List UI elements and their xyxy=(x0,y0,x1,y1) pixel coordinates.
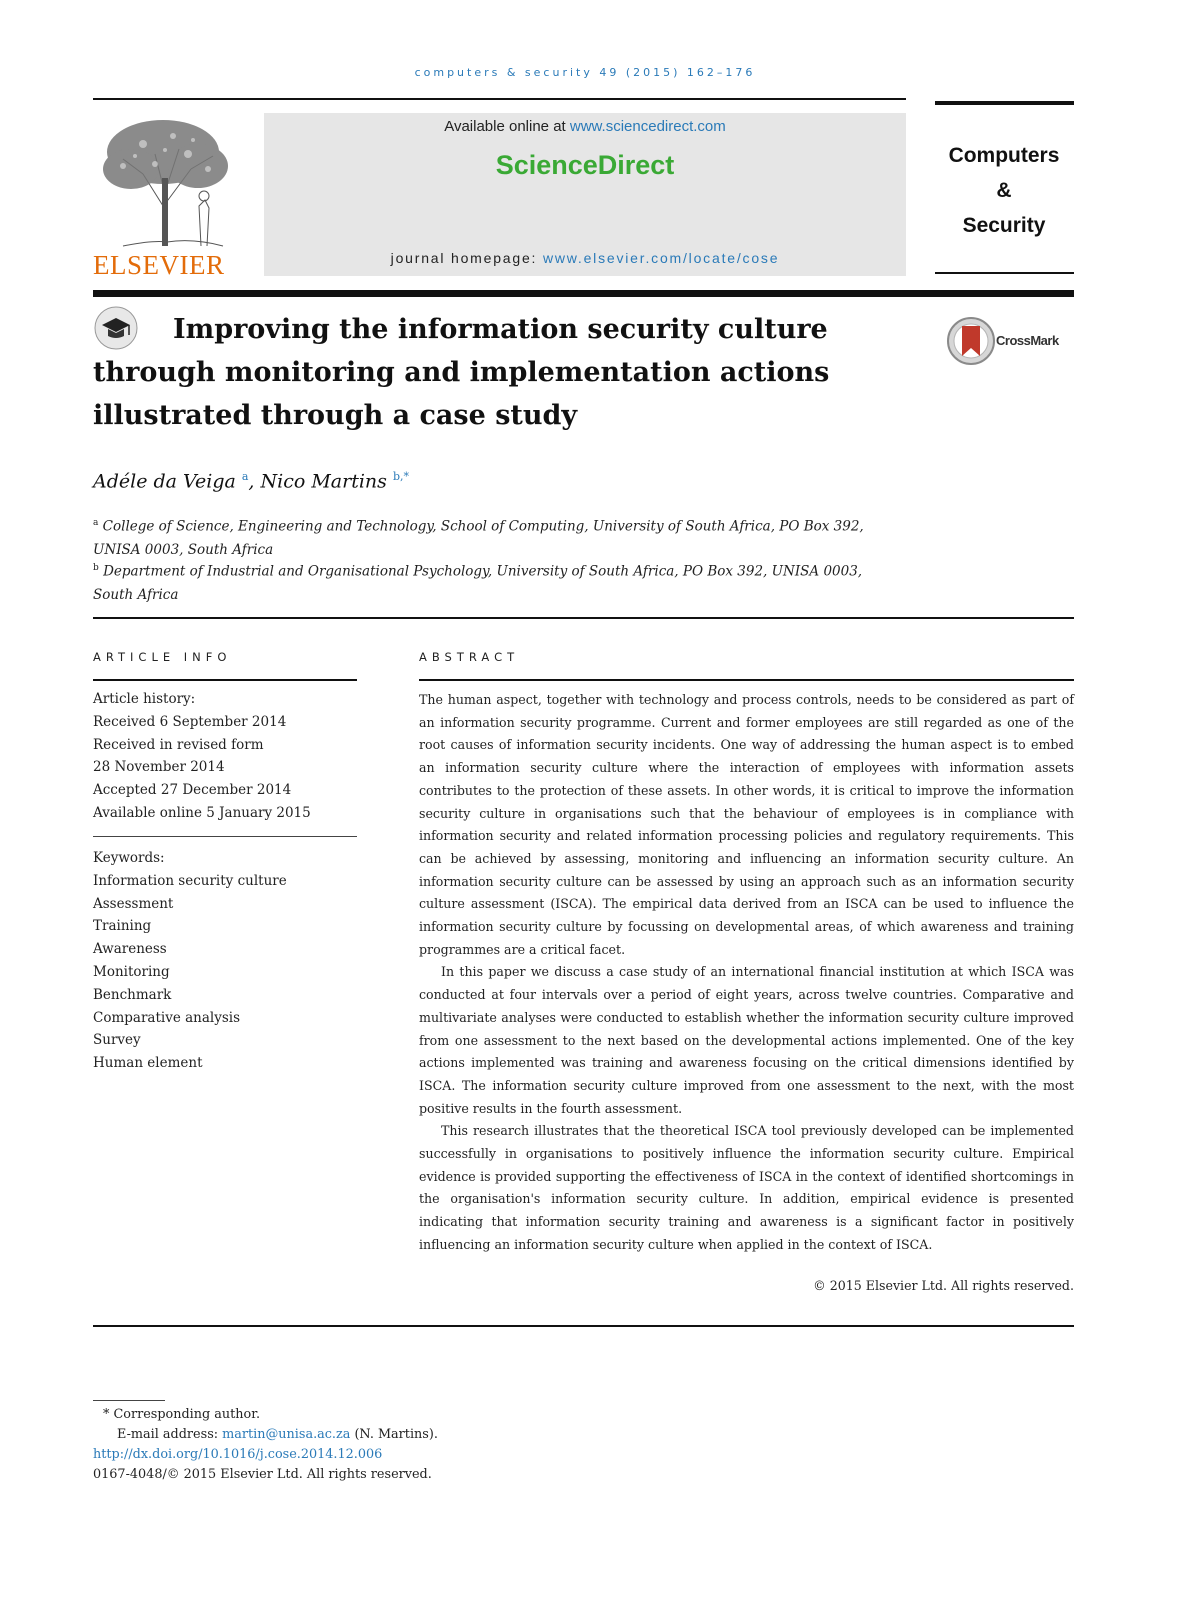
affiliation-text: Department of Industrial and Organisational Psychology, University of South Africa, PO Box 392, UNISA 0003, xyxy=(103,563,863,580)
abstract-paragraph: In this paper we discuss a case study of an international financial institution at which ISCA was conducted at four intervals over a period of eight years, across twelve countries. Comparative and multivariate analyses were conducted to establish whether the information security culture improved from one assessment to the next based on the developmental actions implemented. One of the key actions implemented was training and awareness focusing on the critical dimensions identified by ISCA. The information security culture improved from one assessment to the next, with the most positive results in the fourth assessment. xyxy=(419,964,1074,1116)
keyword-item: Human element xyxy=(93,1055,203,1072)
keyword-item: Benchmark xyxy=(93,986,172,1003)
available-online-line xyxy=(264,118,906,135)
elsevier-wordmark: ELSEVIER xyxy=(93,250,225,280)
email-suffix: (N. Martins). xyxy=(350,1427,438,1442)
footnote-rule xyxy=(93,1400,165,1401)
keyword-item: Survey xyxy=(93,1032,141,1049)
title-line-3: illustrated through a case study xyxy=(93,400,578,431)
abstract-paragraph: This research illustrates that the theoretical ISCA tool previously developed can be implemented successfully in organisations to positively influence the information security culture. Empirical evidence is provided supporting the effectiveness of ISCA in the context of identified shortcomings in the organisation's information security culture. In addition, empirical evidence is presented indicating that information security training and awareness is a significant factor in positively influencing an information security culture when applied in the context of ISCA. xyxy=(419,1123,1074,1252)
running-head: computers & security 49 (2015) 162–176 xyxy=(414,66,756,79)
keyword-item: Assessment xyxy=(93,895,174,912)
article-history xyxy=(93,688,357,825)
affiliation-marker: a xyxy=(93,518,99,528)
author-separator: , xyxy=(248,470,261,493)
affiliation-text: South Africa xyxy=(93,586,179,603)
journal-homepage-link[interactable]: www.elsevier.com/locate/cose xyxy=(542,250,780,266)
journal-name xyxy=(935,138,1073,243)
sciencedirect-brand: ScienceDirect xyxy=(495,150,675,180)
article-info-rule xyxy=(93,679,357,681)
journal-homepage-line xyxy=(264,250,906,266)
keyword-item: Training xyxy=(93,918,152,935)
available-online-label: Available online at xyxy=(444,118,570,135)
issn-line: 0167-4048/© 2015 Elsevier Ltd. All rights reserved. xyxy=(93,1467,432,1482)
corresponding-author-note: Corresponding author. xyxy=(113,1407,261,1422)
abstract-copyright: © 2015 Elsevier Ltd. All rights reserved. xyxy=(813,1278,1074,1293)
affiliations-rule xyxy=(93,617,1074,619)
abstract-bottom-rule xyxy=(93,1325,1074,1327)
article-info-heading: ARTICLE INFO xyxy=(93,650,232,664)
history-label: Article history: xyxy=(93,691,196,707)
keyword-item: Monitoring xyxy=(93,963,170,980)
header-bottom-rule xyxy=(93,290,1074,297)
abstract-heading: ABSTRACT xyxy=(419,650,520,664)
journal-name-line1: Computers xyxy=(948,144,1060,167)
affiliation-b xyxy=(93,557,913,607)
author-affiliation-marker[interactable]: b,* xyxy=(392,470,409,483)
email-link[interactable]: martin@unisa.ac.za xyxy=(222,1427,351,1442)
elsevier-tree-icon xyxy=(93,114,241,249)
history-received: Received 6 September 2014 xyxy=(93,713,287,730)
history-revised-date: 28 November 2014 xyxy=(93,759,225,776)
journal-name-line2: & xyxy=(996,179,1012,202)
affiliation-text: UNISA 0003, South Africa xyxy=(93,541,274,558)
sciencedirect-link[interactable]: www.sciencedirect.com xyxy=(569,118,726,135)
author-name: Adéle da Veiga xyxy=(93,470,236,493)
crossmark-label: CrossMark xyxy=(996,333,1059,348)
journal-homepage-label: journal homepage: xyxy=(390,250,543,266)
title-line-2: through monitoring and implementation actions xyxy=(93,357,830,388)
crossmark-icon[interactable] xyxy=(946,316,996,370)
doi-link[interactable]: http://dx.doi.org/10.1016/j.cose.2014.12.006 xyxy=(93,1447,383,1462)
keywords-block xyxy=(93,847,357,1075)
corresponding-marker: * xyxy=(103,1407,110,1422)
history-available: Available online 5 January 2015 xyxy=(93,804,311,821)
email-label: E-mail address: xyxy=(117,1427,223,1442)
keyword-item: Information security culture xyxy=(93,872,287,889)
affiliation-marker: b xyxy=(93,563,99,573)
keywords-label: Keywords: xyxy=(93,850,165,866)
journal-name-line3: Security xyxy=(962,214,1046,237)
abstract-rule xyxy=(419,679,1074,681)
keywords-rule xyxy=(93,836,357,837)
keyword-item: Comparative analysis xyxy=(93,1009,241,1026)
keyword-item: Awareness xyxy=(93,941,167,958)
history-revised: Received in revised form xyxy=(93,736,264,753)
journal-top-rule xyxy=(935,101,1074,105)
article-title xyxy=(93,308,913,437)
title-line-1: Improving the information security culture xyxy=(173,314,828,345)
author-name: Nico Martins xyxy=(260,470,387,493)
abstract-body xyxy=(419,689,1074,1257)
affiliation-a xyxy=(93,512,913,562)
affiliation-text: College of Science, Engineering and Technology, School of Computing, University of South Africa, PO Box 392, xyxy=(102,518,864,535)
footnote-block xyxy=(93,1405,793,1485)
history-accepted: Accepted 27 December 2014 xyxy=(93,782,292,799)
header-top-rule xyxy=(93,98,906,100)
author-list xyxy=(93,470,409,492)
author-affiliation-marker[interactable]: a xyxy=(241,470,249,483)
journal-bottom-rule xyxy=(935,272,1074,274)
abstract-paragraph: The human aspect, together with technology and process controls, needs to be considered as part of an information security programme. Current and former employees are still regarded as one of the root causes of information security incidents. One way of addressing the human aspect is to embed an information security culture where the interaction of employees with information assets contributes to the protection of these assets. In other words, it is critical to improve the information security culture in organisations such that the behaviour of employees is in compliance with information security and related information processing policies and regulatory requirements. This can be achieved by assessing, monitoring and influencing an information security culture. An information security culture can be assessed by using an approach such as an information security culture assessment (ISCA). The empirical data derived from an ISCA can be used to influence the information security culture by focussing on developmental areas, of which awareness and training programmes are a critical facet. xyxy=(419,692,1074,957)
